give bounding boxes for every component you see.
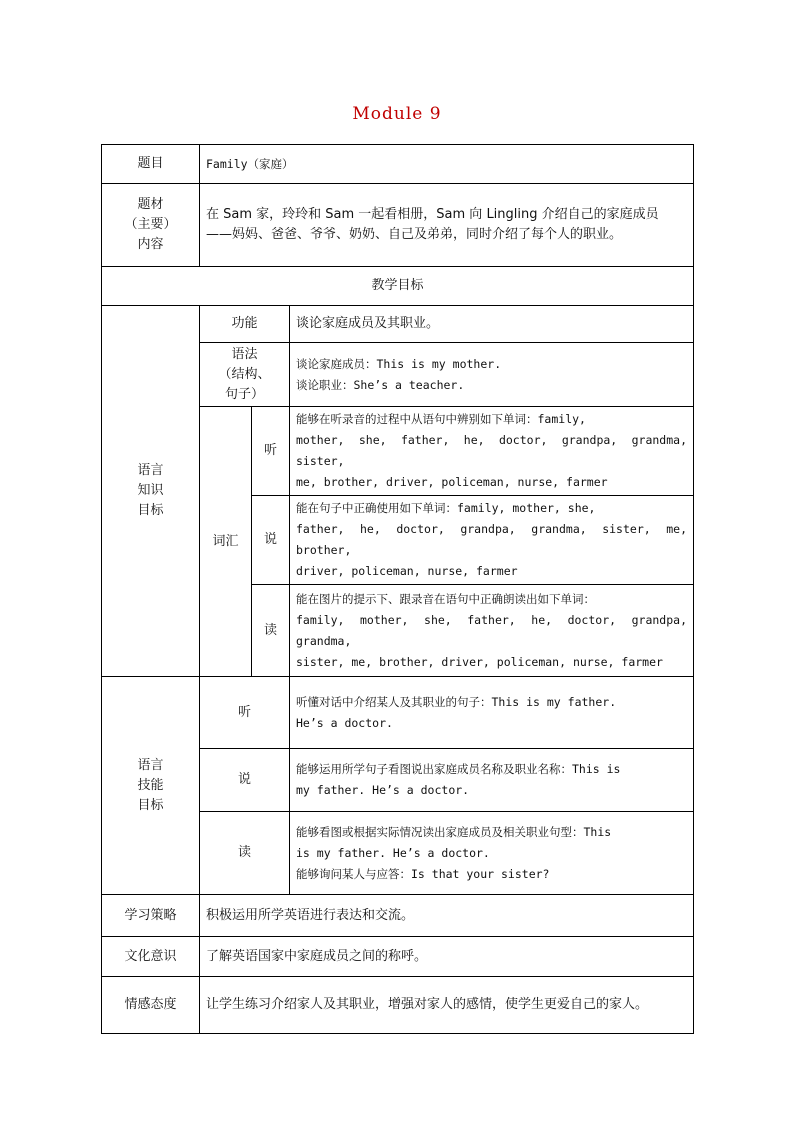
grammar-label-line: （结构、 (218, 366, 271, 382)
lesson-plan-table (101, 144, 694, 1034)
vocab-speak-content (290, 496, 694, 585)
row-skill-listen (102, 677, 694, 749)
skill-read-line: 能够询问某人与应答：Is that your sister? (296, 866, 550, 881)
vocab-label: 词汇 (200, 407, 252, 677)
row-function (102, 306, 694, 343)
material-content (200, 184, 694, 267)
vocab-read-line: 能在图片的提示下、跟录音在语句中正确朗读出如下单词： (296, 591, 595, 606)
language-knowledge-label (102, 306, 200, 677)
row-objectives-header (102, 267, 694, 306)
skill-speak-line: 能够运用所学句子看图说出家庭成员名称及职业名称：This is (296, 762, 621, 776)
strategy-text: 积极运用所学英语进行表达和交流。 (200, 895, 694, 937)
vocab-listen-line: mother, she, father, he, doctor, grandpa, grandma, sister, (296, 433, 687, 468)
material-label-line: 内容 (137, 237, 164, 252)
skill-listen-label: 听 (200, 677, 290, 749)
skill-speak-label: 说 (200, 749, 290, 812)
material-label (102, 184, 200, 267)
skill-speak-line: my father. He’s a doctor. (296, 783, 470, 797)
ls-label-line: 目标 (137, 797, 164, 813)
row-attitude (102, 977, 694, 1034)
ls-label-line: 技能 (137, 777, 164, 793)
material-label-line: （主要） (124, 217, 177, 232)
function-text: 谈论家庭成员及其职业。 (290, 306, 694, 343)
skill-read-label: 读 (200, 812, 290, 895)
material-label-line: 题材 (137, 197, 164, 212)
row-culture (102, 937, 694, 977)
vocab-listen-label: 听 (252, 407, 290, 496)
culture-label: 文化意识 (102, 937, 200, 977)
grammar-line: 谈论家庭成员：This is my mother. (296, 356, 502, 371)
strategy-label: 学习策略 (102, 895, 200, 937)
vocab-read-content (290, 585, 694, 677)
row-strategy (102, 895, 694, 937)
vocab-listen-line: me, brother, driver, policeman, nurse, farmer (296, 475, 608, 489)
skill-listen-content (290, 677, 694, 749)
skill-listen-line: He’s a doctor. (296, 715, 393, 730)
vocab-read-label: 读 (252, 585, 290, 677)
skill-read-line: is my father. He’s a doctor. (296, 845, 490, 860)
attitude-text: 让学生练习介绍家人及其职业，增强对家人的感情，使学生更爱自己的家人。 (200, 977, 694, 1034)
ls-label-line: 语言 (137, 757, 164, 773)
vocab-speak-line: father, he, doctor, grandpa, grandma, sister, me, brother, (296, 522, 687, 557)
grammar-label (200, 343, 290, 407)
lk-label-line: 目标 (137, 503, 164, 518)
row-material (102, 184, 694, 267)
skill-listen-line: 听懂对话中介绍某人及其职业的句子：This is my father. (296, 694, 617, 709)
lk-label-line: 语言 (137, 463, 164, 478)
lk-label-line: 知识 (137, 483, 164, 498)
grammar-label-line: 句子） (224, 386, 264, 402)
attitude-label: 情感态度 (102, 977, 200, 1034)
language-skills-label (102, 677, 200, 895)
vocab-listen-content (290, 407, 694, 496)
row-topic (102, 145, 694, 184)
topic-label: 题目 (102, 145, 200, 184)
document-title: Module 9 (352, 104, 442, 124)
grammar-line: 谈论职业：She’s a teacher. (296, 377, 465, 392)
skill-read-content (290, 812, 694, 895)
grammar-content (290, 343, 694, 407)
skill-speak-content (290, 749, 694, 812)
function-label: 功能 (200, 306, 290, 343)
material-line: 在 Sam 家，玲玲和 Sam 一起看相册，Sam 向 Lingling 介绍自己的家庭成员 (206, 207, 659, 222)
material-line: ——妈妈、爸爸、爷爷、奶奶、自己及弟弟，同时介绍了每个人的职业。 (206, 227, 623, 242)
skill-read-line: 能够看图或根据实际情况读出家庭成员及相关职业句型：This (296, 824, 612, 839)
grammar-label-line: 语法 (231, 346, 258, 362)
objectives-header: 教学目标 (102, 267, 694, 306)
topic-value: Family（家庭） (200, 145, 694, 184)
vocab-speak-label: 说 (252, 496, 290, 585)
vocab-read-line: family, mother, she, father, he, doctor, grandpa, grandma, (296, 612, 687, 648)
vocab-listen-line: 能够在听录音的过程中从语句中辨别如下单词：family, (296, 412, 586, 426)
vocab-speak-line: 能在句子中正确使用如下单词：family, mother, she, (296, 501, 596, 515)
culture-text: 了解英语国家中家庭成员之间的称呼。 (200, 937, 694, 977)
vocab-read-line: sister, me, brother, driver, policeman, nurse, farmer (296, 654, 663, 669)
vocab-speak-line: driver, policeman, nurse, farmer (296, 564, 518, 578)
